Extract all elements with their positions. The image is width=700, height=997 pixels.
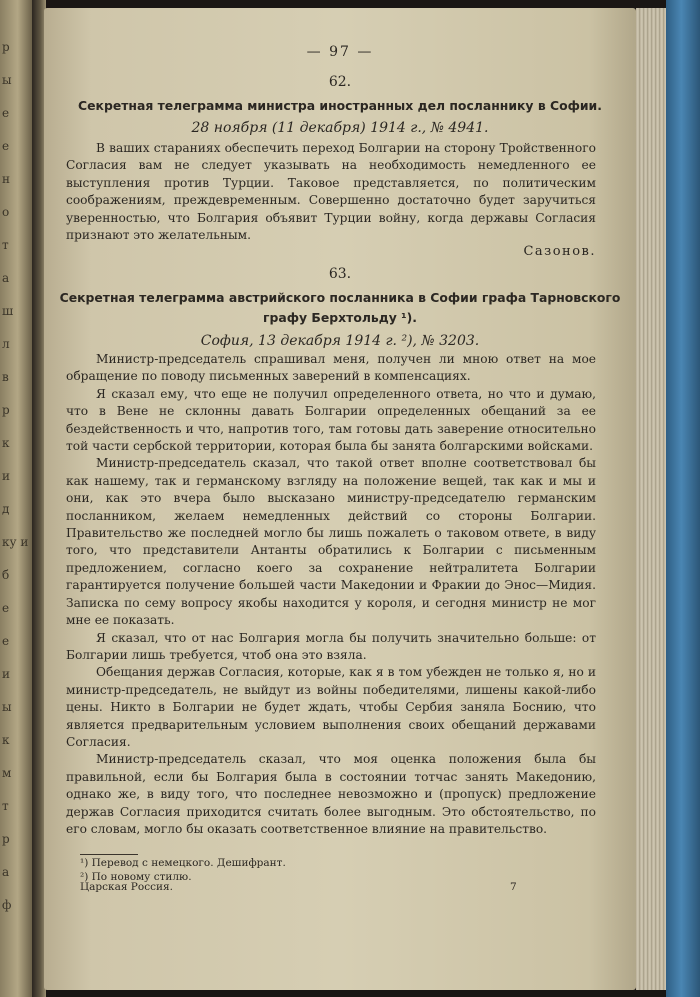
footer-title: Царская Россия. [80,881,173,893]
document-title-62: Секретная телеграмма министра иностранных дел посланнику в Софии. [78,98,602,113]
left-page-fragment: а [2,271,10,285]
left-page-fragment: е [2,106,10,120]
left-page-fragment: и [2,469,10,483]
left-page-fragment: б [2,568,10,582]
footnote-1: ¹) Перевод с немецкого. Дешифрант. [80,857,286,869]
paragraph-1: Министр-председатель спрашивал меня, получен ли мною ответ на мое обращение по поводу письменных заверений в компенсациях. [66,352,596,384]
document-date-62: 28 ноября (11 декабря) 1914 г., № 4941. [191,120,489,136]
footnotes [80,856,560,884]
left-page-fragment: к [2,733,10,747]
book-cover [666,0,700,997]
footnote-rule [80,854,138,855]
left-page-edge [0,0,32,997]
left-page-fragment: т [2,238,9,252]
paragraph-5: Обещания держав Согласия, которые, как я в том убежден не только я, но и министр-председатель, не выйдут из войны победителями, лишены какой-либо цены. Никто в Болгарии не будет ждать, чтобы Сербия заняла Боснию, что является предварительным условием выполнения своих обещаний державами Согласия. [66,665,596,749]
document-title-63-line2: графу Берхтольду ¹). [263,310,417,325]
left-page-fragment: ы [2,73,12,87]
left-page-fragment: р [2,40,10,54]
paragraph-6: Министр-председатель сказал, что моя оценка положения была бы правильной, если бы Болгария была в состоянии тотчас занять Македонию, однако же, в виду того, что последнее невозможно и (пропуск) предложение держав Согласия приходится считать более выгодным. Это обстоятельство, по его словам, могло бы оказать соответственное влияние на правительство. [66,752,596,836]
page-number: — 97 — [306,44,374,60]
left-page-fragment: р [2,832,10,846]
page-edges [636,8,666,990]
document-title-63-line1: Секретная телеграмма австрийского посланника в Софии графа Тарновского [59,290,621,305]
left-page-fragment: е [2,634,10,648]
left-page-fragment: ш [2,304,14,318]
paragraph-3: Министр-председатель сказал, что такой ответ вполне соответствовал бы как нашему, так и германскому взгляду на положение вещей, так как и мы и они, как это вчера было высказано министру-председателю германским посланником, желаем немедленных действий со стороны Болгарии. Правительство же последней могло бы лишь пожалеть о таковом ответе, в виду того, что представители Антанты обратились к Болгарии с письменным предложением, согласно коего за сохранение нейтралитета Болгарии гарантируется получение большей части Македонии и Фракии до Энос—Мидия. Записка по сему вопросу якобы находится у короля, и сегодня министр не мог мне ее показать. [66,456,596,628]
paragraph-2: Я сказал ему, что еще не получил определенного ответа, но что и думаю, что в Вене не склонны давать Болгарии определенных обещаний за ее бездейственность и что, напротив того, там готовы дать заверение относительно той части сербской территории, которая была бы занята болгарскими войсками. [66,386,596,454]
printer-signature: 7 [510,881,517,893]
left-page-fragment: л [2,337,10,351]
left-page-fragment: е [2,601,10,615]
footnote-2: ²) По новому стилю. [80,871,192,883]
left-page-fragment: т [2,799,9,813]
paragraph-4: Я сказал, что от нас Болгария могла бы получить значительно больше: от Болгарии лишь требуется, чтоб она это взяла. [66,630,596,662]
page-footer [80,881,560,893]
document-body-62 [66,140,596,244]
left-page-fragment: р [2,403,10,417]
document-date-63: София, 13 декабря 1914 г. ²), № 3203. [200,333,480,349]
document-number-62: 62. [328,74,352,90]
left-page-fragment: о [2,205,10,219]
left-page-fragment: в [2,370,9,384]
book-page [44,8,636,990]
left-page-fragment: м [2,766,12,780]
left-page-fragment: а [2,865,10,879]
left-page-fragment: д [2,502,10,516]
left-page-fragment: ку и [2,535,29,549]
document-body-63 [66,351,596,838]
left-page-fragment: е [2,139,10,153]
paragraph: В ваших стараниях обеспечить переход Болгарии на сторону Тройственного Согласия вам не следует указывать на необходимость немедленного ее выступления против Турции. Таковое представляется, по политическим соображениям, преждевременным. Совершенно достаточно будет заручиться уверенностью, что Болгария объявит Турции войну, когда державы Согласия признают это желательным. [66,141,596,243]
left-page-fragment: к [2,436,10,450]
signature-sazonov: Сазонов. [523,244,596,259]
document-number-63: 63. [328,266,352,282]
left-page-fragment: и [2,667,10,681]
left-page-fragment: ф [2,898,12,912]
left-page-fragment: н [2,172,10,186]
left-page-fragment: ы [2,700,12,714]
